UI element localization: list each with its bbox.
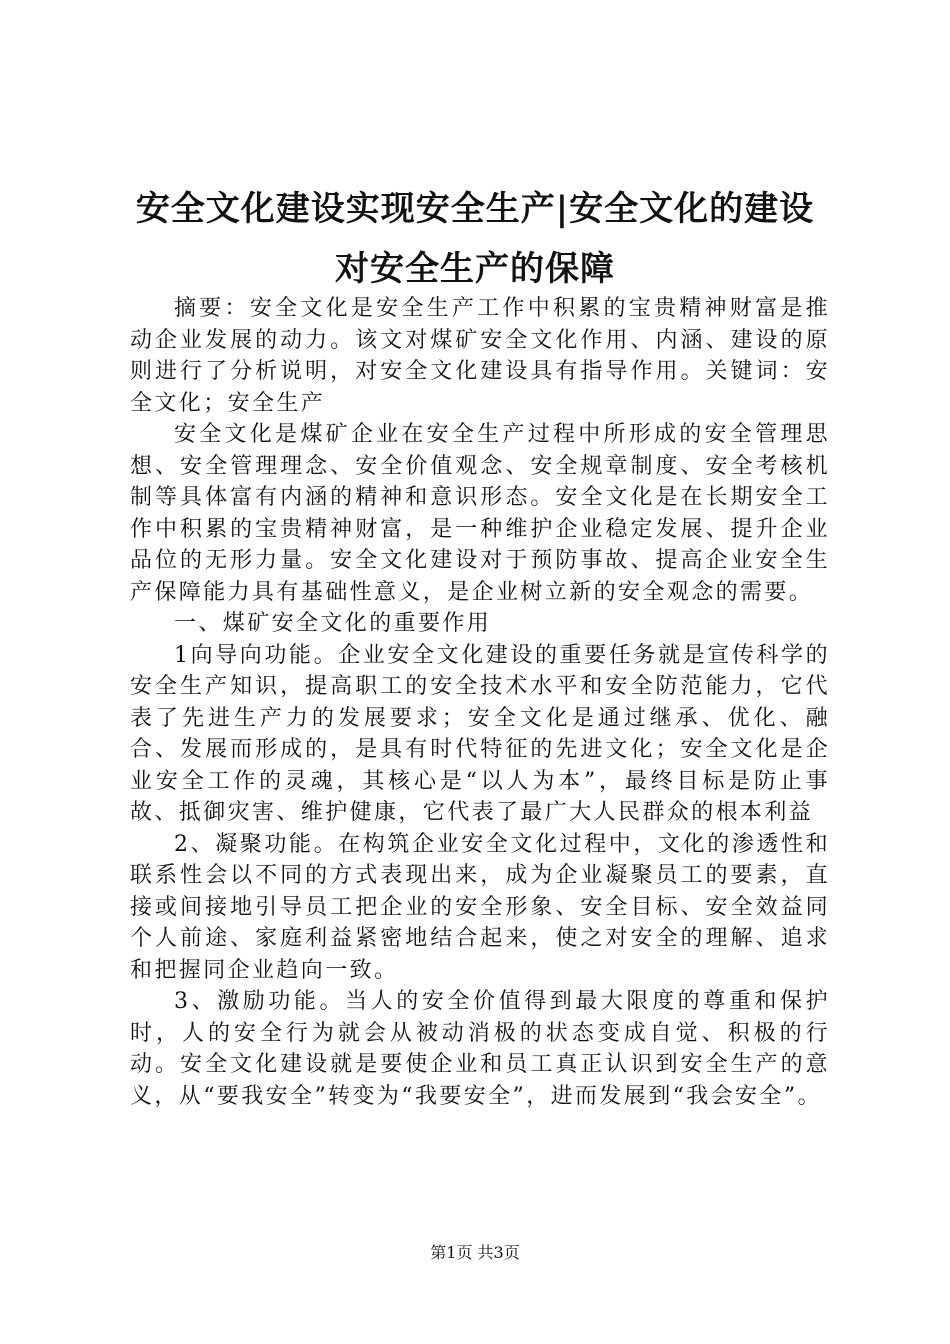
abstract-paragraph: 摘要：安全文化是安全生产工作中积累的宝贵精神财富是推动企业发展的动力。该文对煤矿安全文化作用、内涵、建设的原则进行了分析说明，对安全文化建设具有指导作用。关键词：安全文化；安全生产 xyxy=(130,296,830,416)
section-heading: 一、煤矿安全文化的重要作用 xyxy=(174,611,492,636)
page-number-footer: 第1页 共3页 xyxy=(430,1243,520,1262)
document-title-line-2: 对安全生产的保障 xyxy=(335,249,615,289)
document-title-line-1: 安全文化建设实现安全生产|安全文化的建设 xyxy=(135,189,815,229)
body-paragraph: 1向导向功能。企业安全文化建设的重要任务就是宣传科学的安全生产知识，提高职工的安全技术水平和安全防范能力，它代表了先进生产力的发展要求；安全文化是通过继承、优化、融合、发展而形成的，是具有时代特征的先进文化；安全文化是企业安全工作的灵魂，其核心是“以人为本”，最终目标是防止事故、抵御灾害、维护健康，它代表了最广大人民群众的根本利益 xyxy=(130,642,830,825)
body-paragraph: 3、激励功能。当人的安全价值得到最大限度的尊重和保护时，人的安全行为就会从被动消极的状态变成自觉、积极的行动。安全文化建设就是要使企业和员工真正认识到安全生产的意义，从“要我安全”转变为“我要安全”，进而发展到“我会安全”。 xyxy=(130,989,830,1109)
body-paragraph: 安全文化是煤矿企业在安全生产过程中所形成的安全管理思想、安全管理理念、安全价值观念、安全规章制度、安全考核机制等具体富有内涵的精神和意识形态。安全文化是在长期安全工作中积累的宝贵精神财富，是一种维护企业稳定发展、提升企业品位的无形力量。安全文化建设对于预防事故、提高企业安全生产保障能力具有基础性意义，是企业树立新的安全观念的需要。 xyxy=(130,422,830,605)
body-paragraph: 2、凝聚功能。在构筑企业安全文化过程中，文化的渗透性和联系性会以不同的方式表现出来，成为企业凝聚员工的要素，直接或间接地引导员工把企业的安全形象、安全目标、安全效益同个人前途、家庭利益紧密地结合起来，使之对安全的理解、追求和把握同企业趋向一致。 xyxy=(130,831,830,983)
document-body xyxy=(130,293,830,1112)
